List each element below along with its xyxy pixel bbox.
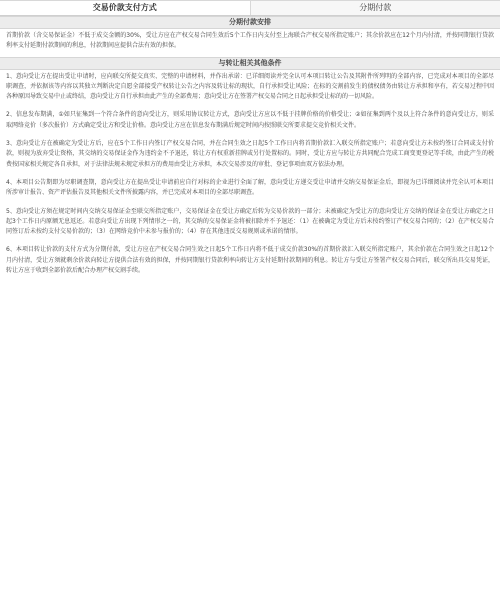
installment-paragraph: 首期价款（含交易保证金）不低于成交金额的30%，受让方应在产权交易合同生效后5个工作日内支付至上海联合产权交易所指定账户；其余价款应在12个月内付清，并按同期银行贷款利率支付延期付款期间的利息，付款期间应提供合法有效的担保。 bbox=[6, 32, 494, 50]
tab-installment[interactable]: 分期付款 bbox=[251, 1, 500, 15]
condition-item-4: 4、本项目公告期即为尽职调查期，意向受让方在提出受让申请前应自行对标的企业进行全面了解，意向受让方递交受让申请并交纳交易保证金后，即视为已详细阅读并完全认可本项目所涉审计报告、资产评估报告及其他相关文件所披露内容，并已完成对本项目的全部尽职调查。 bbox=[6, 178, 494, 197]
condition-item-2: 2、信息发布期满，①如只征集到一个符合条件的意向受让方，则采用协议转让方式，意向受让方应以不低于挂牌价格的价格受让；②如征集到两个及以上符合条件的意向受让方，则采取网络竞价（多次报价）方式确定受让方和受让价格。意向受让方应在信息发布期满后规定时间内按照联交所要求提交竞价相关文件。 bbox=[6, 111, 494, 129]
condition-item-5: 5、意向受让方须在规定时间内交纳交易保证金至联交所指定账户，交易保证金在受让方确定后转为交易价款的一部分；未被确定为受让方的意向受让方交纳的保证金在受让方确定之日起3个工作日内原额无息返还。若意向受让方出现下列情形之一的，其交纳的交易保证金将被扣除并不予退还：（1）在被确定为受让方后未按约签订产权交易合同的；（2）在产权交易合同签订后未按约支付交易价款的；（3）在网络竞价中未参与报价的；（4）存在其他违反交易规则或承诺的情形。 bbox=[6, 207, 494, 236]
tab-payment-method[interactable]: 交易价款支付方式 bbox=[0, 1, 251, 15]
condition-item-1: 1、意向受让方在提出受让申请时，应向联交所提交真实、完整的申请材料，并作出承诺：已详细阅读并完全认可本项目转让公告及其附件所列明的全部内容，已完成对本项目的全部尽职调查，并依据该等内容以其独立判断决定自愿全部接受产权转让公告之内容及转让标的现状，自行承担受让风险；在标的交割前发生的债权债务由转让方承担和享有，若交易过程中因各种原因导致交易中止或终结，意向受让方自行承担由此产生的全部费用；意向受让方在签署产权交易合同之日起承担受让标的的一切风险。 bbox=[6, 72, 494, 101]
section-title-conditions: 与转让相关其他条件 bbox=[0, 57, 500, 70]
section-title-installment: 分期付款安排 bbox=[0, 16, 500, 29]
payment-tabs bbox=[0, 0, 500, 16]
condition-item-6: 6、本项目转让价款的支付方式为分期付款，受让方应在产权交易合同生效之日起5个工作日内将不低于成交价款30%的首期价款汇入联交所指定账户，其余价款在合同生效之日起12个月内付清，受让方须就剩余价款向转让方提供合法有效的担保，并按同期银行贷款利率向转让方支付延期付款期间的利息。转让方与受让方签署产权交易合同后，联交所出具交易凭证，转让方应于收到全部价款后配合办理产权交割手续。 bbox=[6, 246, 494, 275]
condition-item-3: 3、意向受让方在被确定为受让方后，应在5个工作日内签订产权交易合同，并在合同生效之日起5个工作日内将首期价款汇入联交所指定账户；若意向受让方未按约签订合同或支付价款，则视为放弃受让资格，其交纳的交易保证金作为违约金不予退还，转让方有权重新挂牌或另行处置标的。同时，受让方应与转让方共同配合完成工商变更登记等手续，由此产生的税费按国家相关规定各自承担，对于法律法规未规定承担方的费用由受让方承担，本次交易涉及的审批、登记事项由双方依法办理。 bbox=[6, 140, 494, 168]
